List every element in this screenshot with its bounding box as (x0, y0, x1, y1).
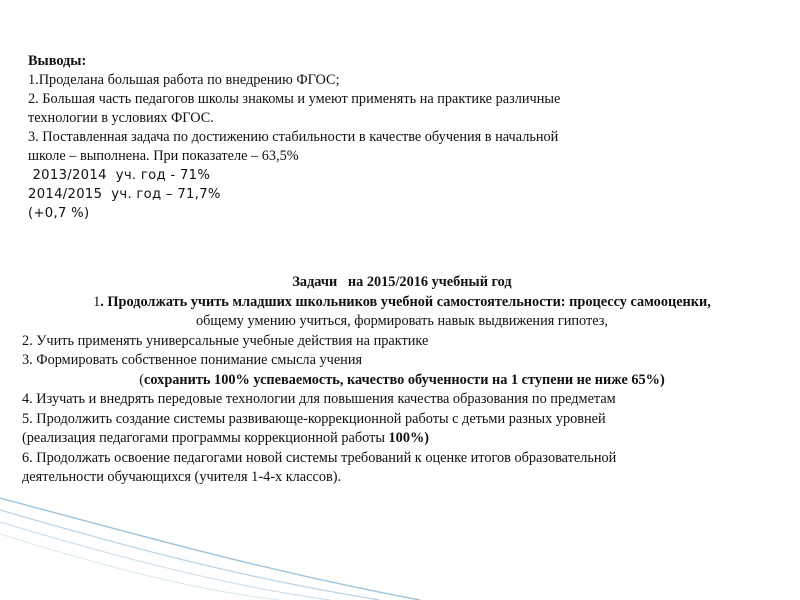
tasks-block (22, 273, 782, 488)
task-1-number: 1 (93, 293, 101, 310)
conclusion-item-1: 1.Проделана большая работа по внедрению ФГОС; (28, 72, 340, 88)
conclusion-item-3-line-1: 3. Поставленная задача по достижению стабильности в качестве обучения в начальной (28, 129, 559, 145)
task-1-text: . Продолжать учить младших школьников учебной самостоятельности: процессу самооценки, (100, 293, 711, 310)
task-3: 3. Формировать собственное понимание смысла учения (22, 352, 363, 368)
task-5-text: (реализация педагогами программы коррекционной работы (22, 430, 389, 446)
swoosh-line-3 (0, 522, 330, 600)
year-2014-2015: 2014/2015 уч. год – 71,7% (28, 187, 221, 202)
conclusion-item-2-line-1: 2. Большая часть педагогов школы знакомы и умеют применять на практике различные (28, 91, 561, 107)
conclusions-title: Выводы: (28, 53, 87, 69)
task-5-line-1: 5. Продолжить создание системы развивающе-коррекционной работы с детьми разных уровней (22, 410, 606, 427)
task-1-line-2: общему умению учиться, формировать навык выдвижения гипотез, (195, 313, 608, 329)
tasks-title: Задачи на 2015/2016 учебный год (292, 274, 512, 290)
task-2: 2. Учить применять универсальные учебные действия на практике (22, 332, 429, 349)
task-4: 4. Изучать и внедрять передовые технологии для повышения качества образования по предметам (22, 391, 616, 407)
task-6-line-1: 6. Продолжать освоение педагогами новой системы требований к оценке итогов образовательной (22, 449, 617, 466)
year-2013-2014: 2013/2014 уч. год - 71% (28, 168, 211, 183)
task-5-line-2 (22, 429, 782, 449)
conclusion-item-3-line-2: школе – выполнена. При показателе – 63,5% (28, 148, 299, 164)
conclusion-item-2-line-2: технологии в условиях ФГОС. (28, 110, 214, 126)
swoosh-line-1 (0, 498, 420, 600)
task-6-line-2: деятельности обучающихся (учителя 1-4-х классов). (22, 469, 342, 485)
swoosh-line-4 (0, 534, 280, 600)
task-3-detail (22, 371, 782, 391)
task-1-line-1 (22, 293, 782, 313)
quality-delta: (+0,7 %) (28, 206, 90, 221)
swoosh-line-2 (0, 510, 380, 600)
conclusions-block (28, 52, 768, 223)
task-3-bold-text: сохранить 100% успеваемость, качество обученности на 1 ступени не ниже 65%) (144, 371, 665, 388)
task-3-open-paren: ( (139, 371, 145, 388)
task-5-bold-percent: 100%) (388, 430, 430, 446)
decorative-swoosh-lines (0, 490, 800, 600)
